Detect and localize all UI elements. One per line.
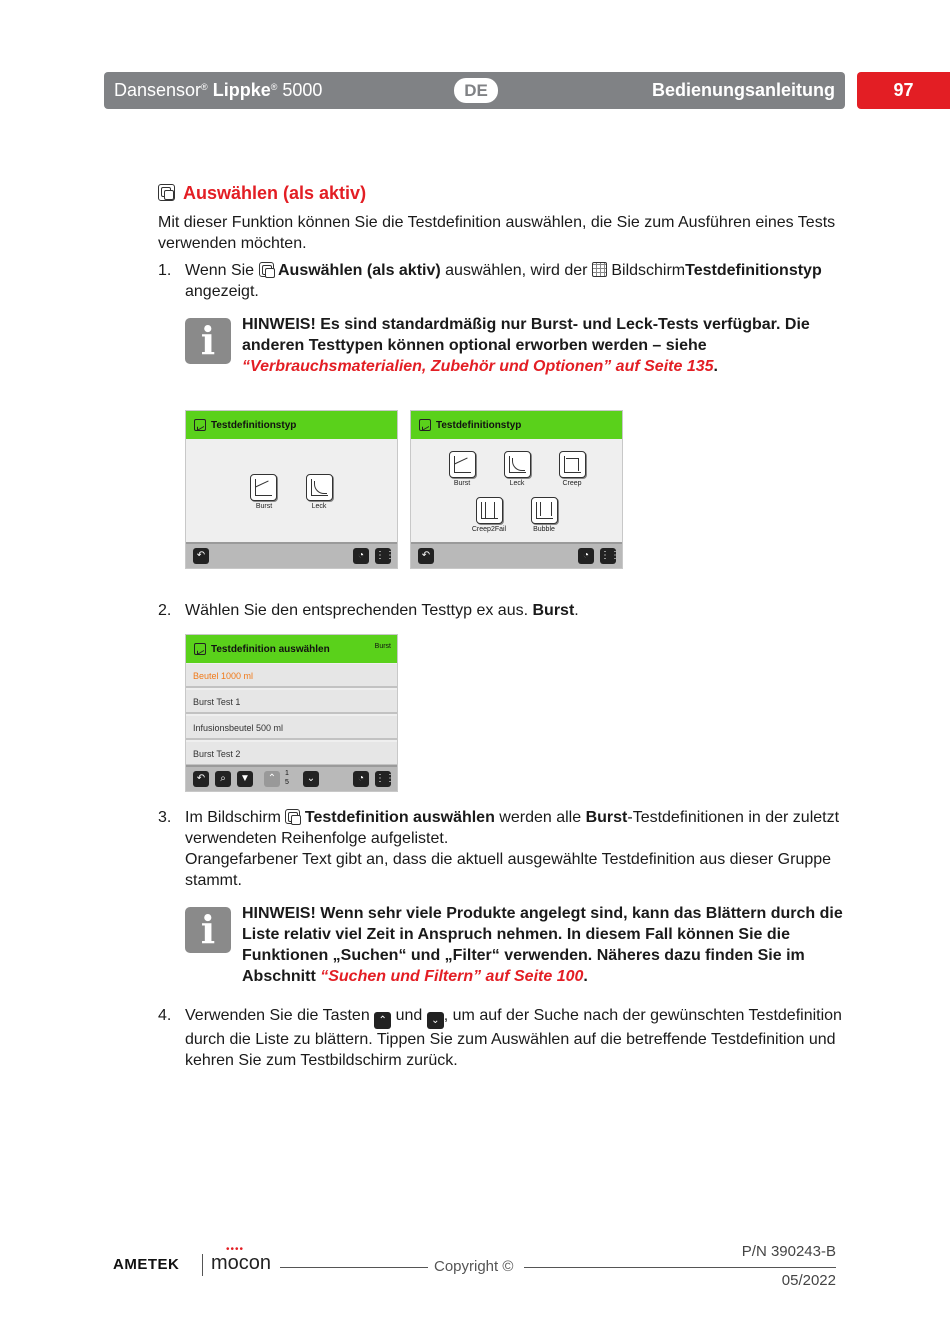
- ametek-logo: AMETEK: [113, 1256, 180, 1273]
- gauge-icon[interactable]: ◔: [353, 548, 369, 564]
- info-icon: i: [185, 907, 231, 953]
- step-number: 4.: [158, 1007, 172, 1024]
- creep-button[interactable]: [559, 451, 586, 478]
- list-item[interactable]: Burst Test 1: [186, 690, 397, 714]
- gauge-icon[interactable]: ◔: [353, 771, 369, 787]
- reg-mark: ®: [270, 82, 278, 92]
- copyright: Copyright ©: [434, 1258, 514, 1275]
- burst-label: Burst: [453, 480, 471, 487]
- creep-label: Creep: [562, 480, 582, 487]
- back-icon[interactable]: ↶: [193, 771, 209, 787]
- select-active-icon: [259, 262, 274, 277]
- note-text: .: [713, 358, 718, 375]
- chevron-down-icon: ⌄: [427, 1012, 444, 1029]
- step-text: Verwenden Sie die Tasten: [185, 1007, 375, 1024]
- cross-reference-link[interactable]: “Verbrauchsmaterialien, Zubehör und Optionen” auf Seite 135: [242, 358, 714, 375]
- mocon-logo-text: mocon: [211, 1252, 272, 1274]
- model-number: 5000: [282, 80, 323, 100]
- mocon-logo-mark: ••••: [226, 1244, 245, 1255]
- burst-button[interactable]: [250, 474, 277, 501]
- test-type-icon: [419, 419, 431, 431]
- screen-title-bar: [186, 635, 397, 663]
- step-1: [158, 260, 848, 302]
- step-text: -Testdefinitionen in der zuletzt verwendeten Reihenfolge aufgelistet.: [185, 809, 840, 847]
- step-text: Wählen Sie den entsprechenden Testtyp ex aus.: [185, 602, 533, 619]
- filter-tag: Burst: [374, 643, 391, 650]
- leck-label: Leck: [311, 503, 327, 510]
- list-item[interactable]: Burst Test 2: [186, 742, 397, 766]
- screen-title-bar: [411, 411, 622, 439]
- filter-icon[interactable]: ▼: [237, 771, 253, 787]
- pager: [285, 769, 289, 787]
- intro-paragraph: Mit dieser Funktion können Sie die Testdefinition auswählen, die Sie zum Ausführen eines Tests verwenden möchten.: [158, 214, 836, 252]
- step-text: Orangefarbener Text gibt an, dass die aktuell ausgewählte Testdefinition aus dieser Gruppe stammt.: [185, 851, 832, 889]
- screen-title-bar: [186, 411, 397, 439]
- note-text: .: [583, 968, 588, 985]
- screen-test-type-full: [410, 410, 623, 569]
- bubble-label: Bubble: [533, 526, 555, 533]
- section-heading: [158, 183, 366, 204]
- note-1: [185, 314, 845, 377]
- step-text: Im Bildschirm: [185, 809, 286, 826]
- list-item[interactable]: Beutel 1000 ml: [186, 664, 397, 688]
- test-type-icon: [592, 262, 607, 277]
- step-bold: Testdefinition auswählen: [304, 809, 495, 826]
- bubble-button[interactable]: [531, 497, 558, 524]
- step-number: 1.: [158, 262, 172, 279]
- screen-title: Testdefinitionstyp: [436, 419, 522, 431]
- menu-grid-icon[interactable]: ⋮⋮: [375, 771, 391, 787]
- step-number: 3.: [158, 809, 172, 826]
- part-number: P/N 390243-B: [741, 1243, 836, 1260]
- revision-date: 05/2022: [781, 1272, 836, 1289]
- creep2fail-label: Creep2Fail: [471, 526, 507, 533]
- menu-grid-icon[interactable]: ⋮⋮: [600, 548, 616, 564]
- logo-divider: [202, 1254, 203, 1276]
- step-text: Bildschirm: [606, 262, 686, 279]
- leck-button[interactable]: [504, 451, 531, 478]
- step-number: 2.: [158, 602, 172, 619]
- creep2fail-button[interactable]: [476, 497, 503, 524]
- back-icon[interactable]: ↶: [418, 548, 434, 564]
- cross-reference-link[interactable]: “Suchen und Filtern” auf Seite 100: [320, 968, 584, 985]
- scroll-up-icon[interactable]: ⌃: [264, 771, 280, 787]
- step-text: und: [391, 1007, 427, 1024]
- page-current: 1: [285, 770, 289, 777]
- page-header: [104, 72, 845, 109]
- page-total: 5: [285, 779, 289, 786]
- footer-rule: [524, 1267, 836, 1268]
- brand-name: Dansensor: [114, 80, 202, 100]
- step-bold: Testdefinitionstyp: [685, 262, 822, 279]
- back-icon[interactable]: ↶: [193, 548, 209, 564]
- step-3: [158, 807, 848, 891]
- screen-test-type-basic: [185, 410, 398, 569]
- list-item[interactable]: Infusionsbeutel 500 ml: [186, 716, 397, 740]
- screen-footer: [411, 542, 622, 568]
- step-bold: Burst: [532, 602, 575, 619]
- note-2: [185, 903, 845, 987]
- info-icon: i: [185, 318, 231, 364]
- step-text: werden alle: [494, 809, 586, 826]
- leck-button[interactable]: [306, 474, 333, 501]
- screen-select-test-definition: [185, 634, 398, 792]
- test-type-icon: [194, 419, 206, 431]
- product-name: [114, 80, 322, 101]
- step-text: auswählen, wird der: [440, 262, 592, 279]
- step-text: , um auf der Suche nach der gewünschten Testdefinition durch die Liste zu blättern. Tippen Sie zum Auswählen auf die betreffende Testdefinition und kehren Sie zum Testbildschirm zurück.: [185, 1007, 842, 1069]
- menu-grid-icon[interactable]: ⋮⋮: [375, 548, 391, 564]
- note-text: HINWEIS! Wenn sehr viele Produkte angelegt sind, kann das Blättern durch die Liste relativ viel Zeit in Anspruch nehmen. In diesem Fall können Sie die Funktionen „Suchen“ und „Filter“ verwenden. Näheres dazu finden Sie im Abschnitt: [242, 905, 843, 985]
- mocon-logo: [211, 1244, 272, 1275]
- section-heading-text: Auswählen (als aktiv): [183, 183, 367, 203]
- language-badge: DE: [454, 78, 498, 103]
- chevron-up-icon: ⌃: [374, 1012, 391, 1029]
- leck-label: Leck: [509, 480, 525, 487]
- model-name: Lippke: [212, 80, 271, 100]
- screen-title: Testdefinition auswählen: [211, 643, 330, 655]
- step-text: angezeigt.: [185, 283, 259, 300]
- scroll-down-icon[interactable]: ⌄: [303, 771, 319, 787]
- note-text: HINWEIS! Es sind standardmäßig nur Burst- und Leck-Tests verfügbar. Die anderen Testtypen können optional erworben werden – siehe: [242, 316, 810, 354]
- screen-footer: [186, 542, 397, 568]
- step-2: [158, 600, 848, 621]
- page-number: 97: [857, 72, 950, 109]
- select-active-icon: [194, 643, 206, 655]
- step-text: Wenn Sie: [185, 262, 259, 279]
- step-text: .: [574, 602, 579, 619]
- footer-rule: [280, 1267, 428, 1268]
- search-icon[interactable]: ⌕: [215, 771, 231, 787]
- burst-button[interactable]: [449, 451, 476, 478]
- select-active-icon: [285, 809, 300, 824]
- step-bold: Burst: [585, 809, 628, 826]
- select-active-icon: [158, 184, 175, 201]
- screen-title: Testdefinitionstyp: [211, 419, 297, 431]
- step-4: [158, 1005, 848, 1071]
- gauge-icon[interactable]: ◔: [578, 548, 594, 564]
- manual-title: Bedienungsanleitung: [651, 80, 835, 100]
- screen-footer: [186, 765, 397, 791]
- step-bold: Auswählen (als aktiv): [277, 262, 441, 279]
- reg-mark: ®: [201, 82, 208, 92]
- burst-label: Burst: [255, 503, 273, 510]
